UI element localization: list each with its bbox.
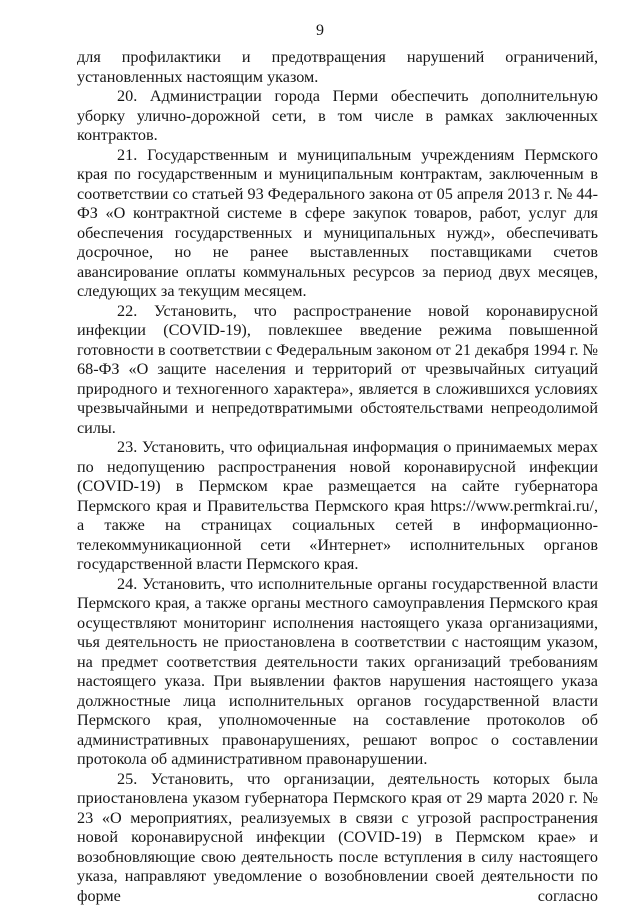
paragraph-24: 24. Установить, что исполнительные органы государственной власти Пермского края, а также органы местного самоуправления Пермского края осуществляют мониторинг исполнения настоящего указа организациями, чья деятельность не приостановлена в соответствии с настоящим указом, на предмет соответствия деятельности таких организаций требованиям настоящего указа. При выявлении фактов нарушения настоящего указа должностные лица исполнительных органов государственной власти Пермского края, уполномоченные на составление протоколов об административных правонарушениях, решают вопрос о составлении протокола об административном правонарушении. [77, 575, 598, 770]
paragraph-22: 22. Установить, что распространение новой коронавирусной инфекции (COVID-19), повлекшее введение режима повышенной готовности в соответствии с Федеральным законом от 21 декабря 1994 г. № 68-ФЗ «О защите населения и территорий от чрезвычайных ситуаций природного и техногенного характера», является в сложившихся условиях чрезвычайными и непредотвратимыми обстоятельствами непреодолимой силы. [77, 302, 598, 439]
paragraph-21: 21. Государственным и муниципальным учреждениям Пермского края по государственным и муниципальным контрактам, заключенным в соответствии со статьей 93 Федерального закона от 05 апреля 2013 г. № 44-ФЗ «О контрактной системе в сфере закупок товаров, работ, услуг для обеспечения государственных и муниципальных нужд», обеспечивать досрочное, но не ранее выставленных поставщиками счетов авансирование оплаты коммунальных ресурсов за период двух месяцев, следующих за текущим месяцем. [77, 146, 598, 302]
paragraph-continuation: для профилактики и предотвращения нарушений ограничений, установленных настоящим указом. [77, 48, 598, 87]
document-body [77, 48, 598, 906]
paragraph-25: 25. Установить, что организации, деятельность которых была приостановлена указом губернатора Пермского края от 29 марта 2020 г. № 23 «О мероприятиях, реализуемых в связи с угрозой распространения новой коронавирусной инфекции (COVID-19) в Пермском крае» и возобновляющие свою деятельность после вступления в силу настоящего указа, направляют уведомление о возобновлении своей деятельности по форме согласно [77, 770, 598, 906]
paragraph-20: 20. Администрации города Перми обеспечить дополнительную уборку улично-дорожной сети, в том числе в рамках заключенных контрактов. [77, 87, 598, 146]
page-number: 9 [0, 22, 640, 40]
paragraph-23: 23. Установить, что официальная информация о принимаемых мерах по недопущению распространения новой коронавирусной инфекции (COVID-19) в Пермском крае размещается на сайте губернатора Пермского края и Правительства Пермского края https://www.permkrai.ru/, а также на страницах социальных сетей в информационно-телекоммуникационной сети «Интернет» исполнительных органов государственной власти Пермского края. [77, 438, 598, 575]
